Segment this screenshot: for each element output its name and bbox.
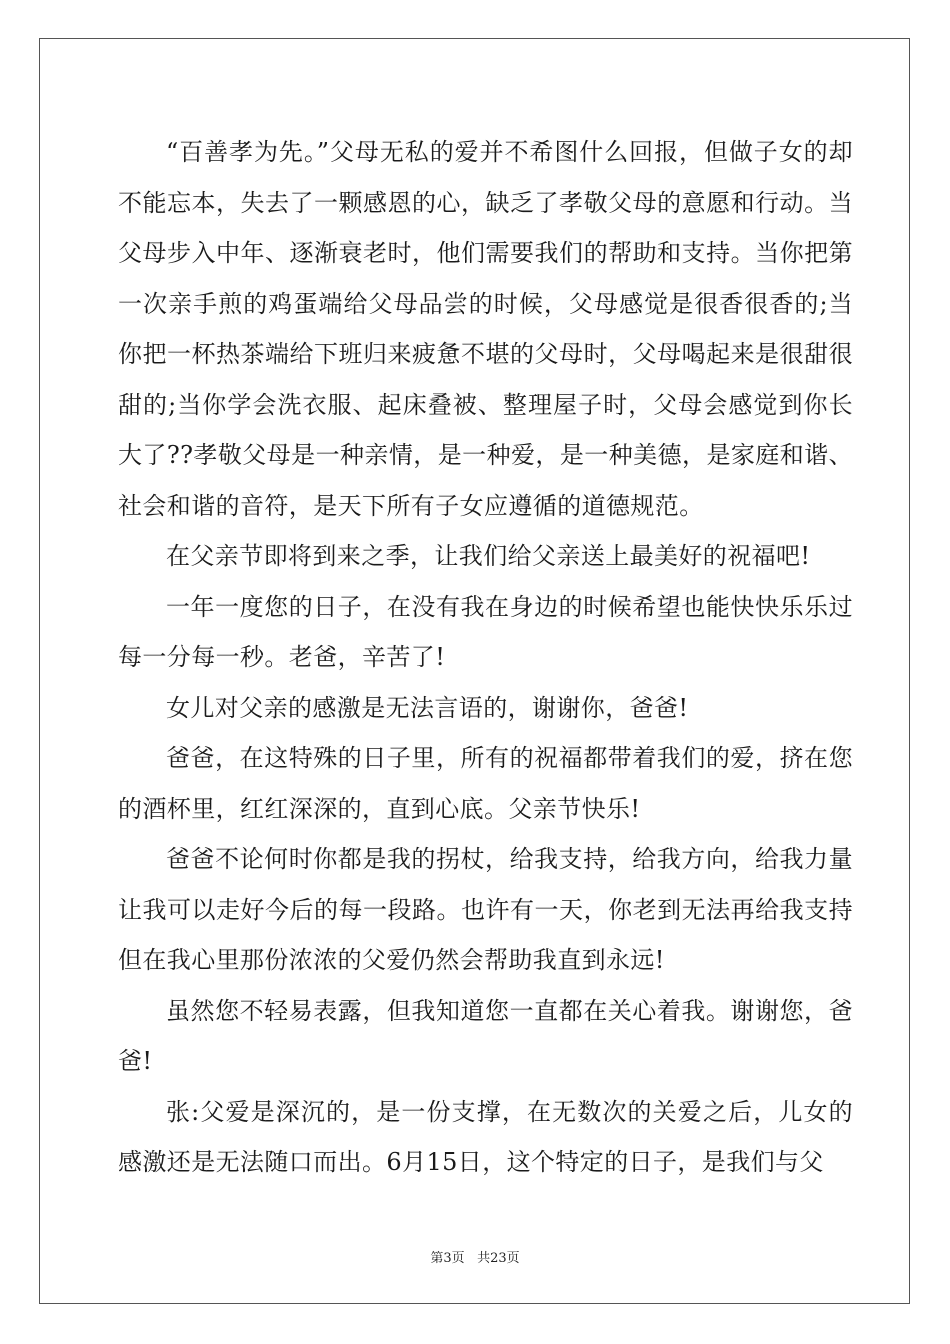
paragraph-wish-3: 爸爸，在这特殊的日子里，所有的祝福都带着我们的爱，挤在您的酒杯里，红红深深的，直到心底。父亲节快乐! — [118, 744, 853, 823]
current-page-label: 第3页 — [430, 1251, 465, 1266]
paragraph-wish-4: 爸爸不论何时你都是我的拐杖，给我支持，给我方向，给我力量让我可以走好今后的每一段路。也许有一天，你老到无法再给我支持但在我心里那份浓浓的父爱仍然会帮助我直到永远! — [118, 845, 853, 974]
paragraph-wish-2: 女儿对父亲的感激是无法言语的，谢谢你，爸爸! — [166, 693, 689, 722]
paragraph-wish-5: 虽然您不轻易表露，但我知道您一直都在关心着我。谢谢您，爸爸! — [118, 996, 853, 1075]
total-pages-label: 共23页 — [477, 1251, 520, 1266]
page-footer — [0, 1247, 950, 1266]
paragraph-filial-piety: “百善孝为先。”父母无私的爱并不希图什么回报，但做子女的却不能忘本，失去了一颗感恩的心，缺乏了孝敬父母的意愿和行动。当父母步入中年、逐渐衰老时，他们需要我们的帮助和支持。当你把第一次亲手煎的鸡蛋端给父母品尝的时候，父母感觉是很香很香的;当你把一杯热茶端给下班归来疲惫不堪的父母时，父母喝起来是很甜很甜的;当你学会洗衣服、起床叠被、整理屋子时，父母会感觉到你长大了??孝敬父母是一种亲情，是一种爱，是一种美德，是家庭和谐、社会和谐的音符，是天下所有子女应遵循的道德规范。 — [118, 138, 853, 520]
document-body — [118, 127, 853, 1188]
paragraph-zhang: 张:父爱是深沉的，是一份支撑，在无数次的关爱之后，儿女的感激还是无法随口而出。6月15日，这个特定的日子，是我们与父 — [118, 1097, 853, 1176]
paragraph-fathers-day-intro: 在父亲节即将到来之季，让我们给父亲送上最美好的祝福吧! — [166, 542, 811, 570]
paragraph-wish-1: 一年一度您的日子，在没有我在身边的时候希望也能快快乐乐过每一分每一秒。老爸，辛苦了! — [118, 592, 853, 671]
